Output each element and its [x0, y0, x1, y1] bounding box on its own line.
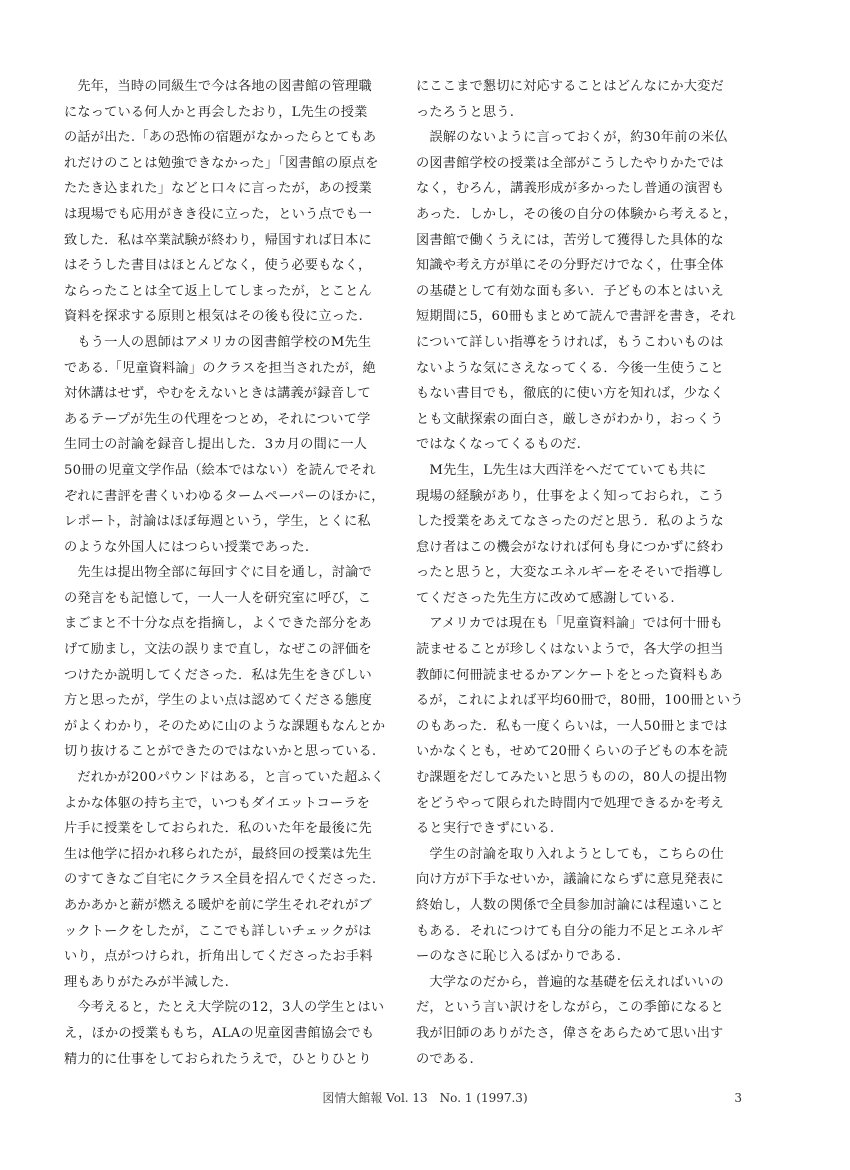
text-line: ーのなさに恥じ入るばかりである.: [416, 949, 622, 965]
text-line: 我が旧師のありがたさ，偉さをあらためて思い出す: [416, 1025, 724, 1041]
text-line: のすてきなご自宅にクラス全員を招んでくださった.: [64, 872, 377, 888]
text-line: 対休講はせず，やむをえないときは講義が録音して: [64, 386, 371, 402]
text-line: ックトークをしたが，ここでも詳しいチェックがは: [64, 923, 372, 939]
text-line: のような外国人にはつらい授業であった.: [64, 539, 310, 555]
text-line: てくださった先生方に改めて感謝している.: [416, 590, 675, 606]
text-line: つけたか説明してくださった．私は先生をきびしい: [64, 667, 372, 683]
text-line: について詳しい指導をうければ，もうこわいものは: [416, 334, 724, 350]
text-line: ると実行できずにいる.: [416, 821, 555, 837]
text-line: まごまと不十分な点を指摘し，よくできた部分をあ: [64, 616, 372, 632]
text-line: るが，これによれば平均60冊で，80冊，100冊という: [416, 693, 744, 709]
text-line: む課題をだしてみたいと思うものの，80人の提出物: [416, 770, 728, 786]
right-column: [416, 74, 758, 1072]
text-line: レポート，討論はほぼ毎週という，学生，とくに私: [64, 514, 371, 530]
text-line: 先生は提出物全部に毎回すぐに目を通し，討論で: [64, 565, 372, 581]
text-line: ったろうと思う.: [416, 104, 515, 120]
text-line: だ，という言い訳けをしながら，この季節になると: [416, 1000, 724, 1016]
text-line: なく，むろん，講義形成が多かったし普通の演習も: [416, 181, 725, 197]
text-line: である.「児童資料論」のクラスを担当されたが，絶: [64, 360, 376, 376]
text-line: M先生，L先生は大西洋をへだてていても共に: [416, 462, 707, 478]
text-line: 方と思ったが，学生のよい点は認めてくださる態度: [64, 693, 372, 709]
text-line: は現場でも応用がきき役に立った，という点でも一: [64, 206, 372, 222]
text-line: 向け方が下手なせいか，議論にならずに意見発表に: [416, 872, 724, 888]
journal-citation: 図情大館報 Vol. 13 No. 1 (1997.3): [322, 1091, 528, 1105]
text-line: よかな体躯の持ち主で，いつもダイエットコーラを: [64, 795, 371, 811]
text-line: げて励まし，文法の誤りまで直し，なぜこの評価を: [64, 642, 372, 658]
text-line: 精力的に仕事をしておられたうえで，ひとりひとり: [64, 1051, 372, 1067]
text-line: 図書館で働くうえには，苦労して獲得した具体的な: [416, 232, 724, 248]
text-line: のもあった．私も一度くらいは，一人50冊とまでは: [416, 718, 728, 734]
text-line: の基礎として有効な面も多い．子どもの本とはいえ: [416, 283, 724, 299]
text-line: 片手に授業をしておられた．私のいた年を最後に先: [64, 821, 372, 837]
text-line: 理もありがたみが半減した.: [64, 974, 230, 990]
text-line: 読ませることが珍しくはないようで，各大学の担当: [416, 642, 724, 658]
text-line: アメリカでは現在も「児童資料論」では何十冊も: [416, 616, 723, 632]
text-line: 先年，当時の同級生で今は各地の図書館の管理職: [64, 79, 372, 94]
text-line: 生は他学に招かれ移られたが，最終回の授業は先生: [64, 846, 372, 862]
text-line: とも文献探索の面白さ，厳しさがわかり，おっくう: [416, 411, 724, 427]
text-line: 誤解のないように言っておくが，約30年前の米仏: [416, 130, 728, 146]
text-line: 現場の経験があり，仕事をよく知っておられ，こう: [416, 488, 725, 504]
text-line: え，ほかの授業ももち，ALAの児童図書館協会でも: [64, 1025, 375, 1041]
left-column: [64, 74, 406, 1072]
text-line: もう一人の恩師はアメリカの図書館学校のM先生: [64, 334, 372, 350]
text-line: 今考えると，たとえ大学院の12，3人の学生とはい: [64, 1000, 385, 1016]
page-footer: [0, 1088, 850, 1108]
text-line: あかあかと薪が燃える暖炉を前に学生それぞれがブ: [64, 898, 372, 913]
page-number: 3: [734, 1091, 742, 1105]
text-line: 終始し，人数の関係で全員参加討論には程遠いこと: [416, 898, 724, 913]
text-line: 教師に何冊読ませるかアンケートをとった資料もあ: [416, 667, 723, 683]
text-line: ぞれに書評を書くいわゆるタームペーパーのほかに，: [64, 488, 385, 504]
text-line: がよくわかり，そのために山のような課題もなんとか: [64, 718, 386, 734]
text-line: ではなくなってくるものだ.: [416, 437, 582, 453]
text-line: 短期間に5，60冊もまとめて読んで書評を書き，それ: [416, 309, 736, 325]
text-line: ないような気にさえなってくる．今後一生使うこと: [416, 360, 724, 376]
text-line: 50冊の児童文学作品（絵本ではない）を読んでそれ: [64, 462, 376, 478]
text-line: の図書館学校の授業は全部がこうしたやりかたでは: [416, 155, 724, 171]
text-line: もある．それにつけても自分の能力不足とエネルギ: [416, 923, 724, 939]
text-line: の話が出た.「あの恐怖の宿題がなかったらとてもあ: [64, 130, 377, 146]
text-line: れだけのことは勉強できなかった」「図書館の原点を: [64, 155, 379, 171]
text-line: のである.: [416, 1051, 474, 1067]
text-line: ったと思うと，大変なエネルギーをそそいで指導し: [416, 565, 724, 581]
text-line: もない書目でも，徹底的に使い方を知れば，少なく: [416, 386, 724, 402]
text-line: の発言をも記憶して，一人一人を研究室に呼び，こ: [64, 590, 372, 606]
text-line: 致した．私は卒業試験が終わり，帰国すれば日本に: [64, 232, 372, 248]
text-line: 切り抜けることができたのではないかと思っている.: [64, 744, 377, 760]
text-line: 生同士の討論を録音し提出した．3カ月の間に一人: [64, 437, 368, 453]
text-line: 怠け者はこの機会がなければ何も身につかずに終わ: [416, 539, 724, 555]
text-line: 資料を探求する原則と根気はその後も役に立った.: [64, 309, 363, 325]
text-line: 知識や考え方が単にその分野だけでなく，仕事全体: [416, 258, 724, 274]
text-line: いかなくとも，せめて20冊くらいの子どもの本を読: [416, 744, 728, 760]
text-line: ならったことは全て返上してしまったが，とことん: [64, 283, 372, 299]
text-line: だれかが200パウンドはある，と言っていた超ふく: [64, 770, 385, 786]
text-line: たたき込まれた」などと口々に言ったが，あの授業: [64, 181, 372, 197]
text-line: 大学なのだから，普遍的な基礎を伝えればいいの: [416, 974, 724, 990]
text-line: 学生の討論を取り入れようとしても，こちらの仕: [416, 846, 724, 862]
text-line: はそうした書目はほとんどなく，使う必要もなく，: [64, 258, 372, 274]
text-line: した授業をあえてなさったのだと思う．私のような: [416, 514, 724, 530]
text-line: あるテープが先生の代理をつとめ，それについて学: [64, 411, 371, 427]
text-line: をどうやって限られた時間内で処理できるかを考え: [416, 795, 724, 811]
text-line: あった．しかし，その後の自分の体験から考えると，: [416, 206, 738, 222]
text-line: にここまで懇切に対応することはどんなにか大変だ: [416, 79, 724, 94]
text-line: いり，点がつけられ，折角出してくださったお手料: [64, 949, 373, 965]
text-line: になっている何人かと再会したおり，L先生の授業: [64, 104, 368, 120]
